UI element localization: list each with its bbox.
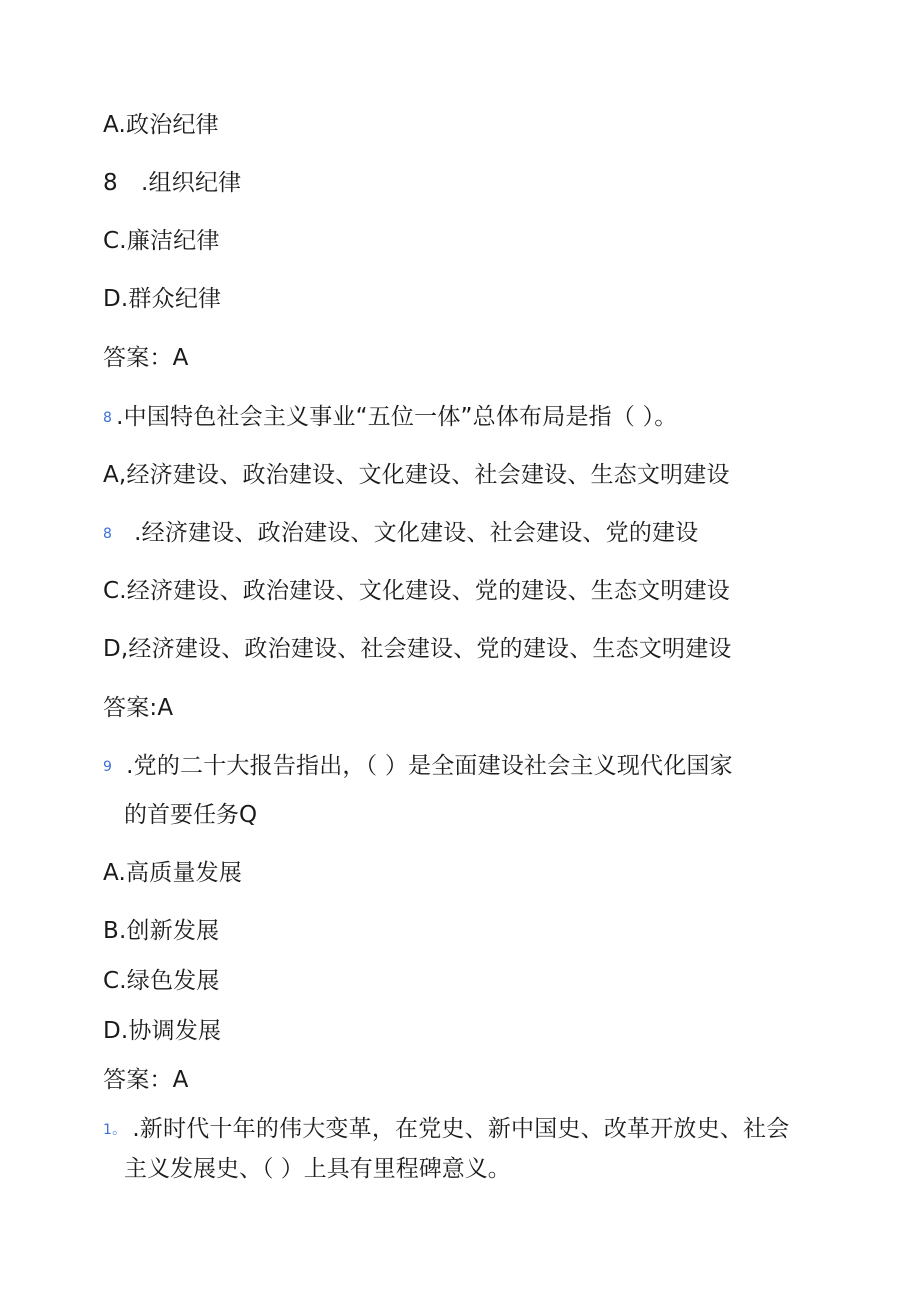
q9-stem-line1: .党的二十大报告指出，（ ）是全面建设社会主义现代化国家	[126, 753, 733, 779]
q9-answer: 答案：A	[103, 1067, 189, 1093]
q9-number: 9	[103, 758, 113, 775]
q8-option-b: .经济建设、政治建设、文化建设、社会建设、党的建设	[134, 520, 699, 546]
q8-stem-line	[103, 402, 677, 433]
q8-option-a: A,经济建设、政治建设、文化建设、社会建设、生态文明建设	[103, 462, 730, 488]
q8-stem: .中国特色社会主义事业“五位一体”总体布局是指（ ）。	[116, 404, 678, 430]
q8-number: 8	[103, 409, 113, 426]
q10-stem-line	[103, 1114, 789, 1145]
q9-option-a: A.高质量发展	[103, 860, 243, 886]
q9-option-d: D.协调发展	[103, 1018, 222, 1044]
q7-answer: 答案：A	[103, 345, 189, 371]
q10-stem-line2: 主义发展史、（ ）上具有里程碑意义。	[124, 1156, 511, 1182]
q8-option-d: D,经济建设、政治建设、社会建设、党的建设、生态文明建设	[103, 636, 732, 662]
q9-option-b: B.创新发展	[103, 918, 220, 944]
q9-option-c: C.绿色发展	[103, 968, 220, 994]
q10-stem-line1: .新时代十年的伟大变革，在党史、新中国史、改革开放史、社会	[132, 1116, 790, 1142]
q9-stem-line	[103, 751, 733, 782]
q7-option-a: A.政治纪律	[103, 112, 219, 138]
q8-option-c: C.经济建设、政治建设、文化建设、党的建设、生态文明建设	[103, 578, 730, 604]
q7-option-b: 8 .组织纪律	[103, 170, 242, 196]
q10-number: 1。	[103, 1121, 127, 1138]
q8-option-b-number: 8	[103, 525, 113, 542]
q8-option-b-line	[103, 518, 698, 549]
q9-stem-line2: 的首要任务Q	[124, 802, 258, 828]
q7-option-d: D.群众纪律	[103, 286, 222, 312]
q7-option-c: C.廉洁纪律	[103, 228, 220, 254]
q8-answer: 答案:A	[103, 695, 174, 721]
